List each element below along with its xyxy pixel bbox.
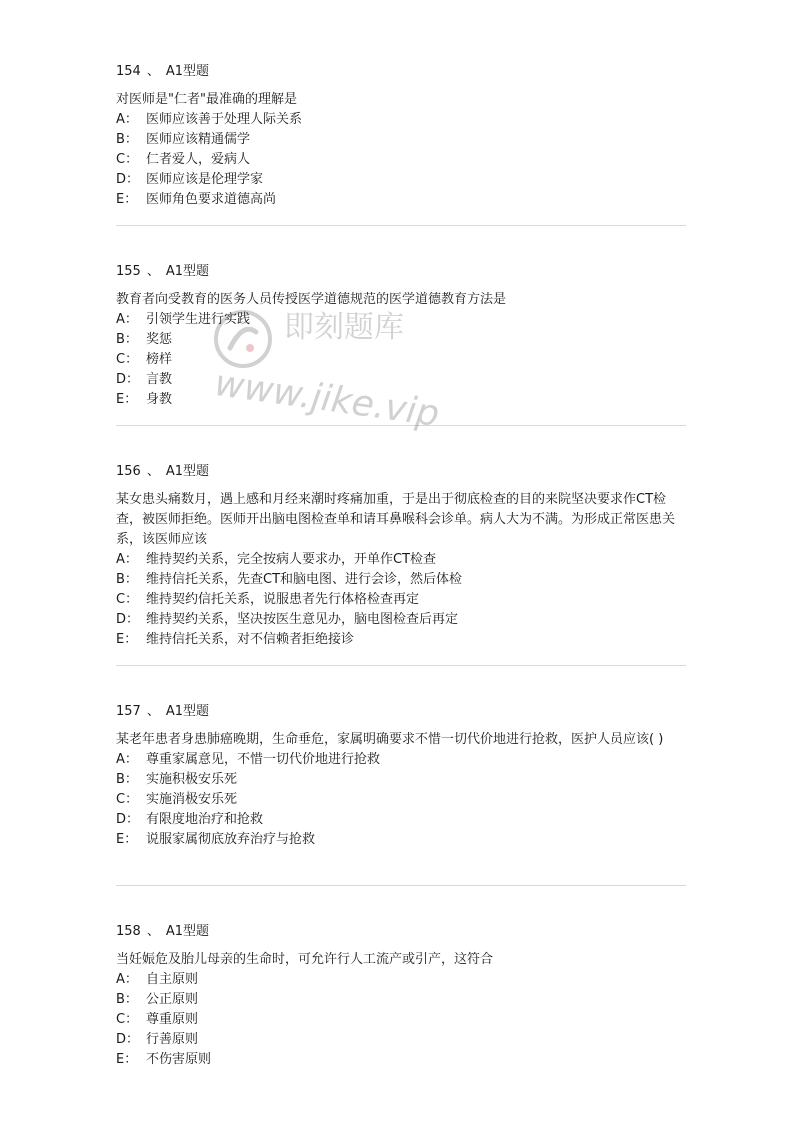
question-separator: 、 (146, 924, 160, 939)
option-e (116, 190, 686, 210)
option-text: 有限度地治疗和抢救 (146, 812, 264, 827)
option-letter: C： (116, 352, 139, 367)
option-text: 医师角色要求道德高尚 (146, 192, 277, 207)
option-letter: A： (116, 112, 138, 127)
option-text: 引领学生进行实践 (146, 312, 251, 327)
option-d (116, 810, 686, 830)
option-letter: C： (116, 1012, 139, 1027)
question-divider (116, 665, 686, 666)
option-a (116, 310, 686, 330)
question-stem: 当妊娠危及胎儿母亲的生命时，可允许行人工流产或引产，这符合 (116, 952, 494, 967)
option-letter: C： (116, 592, 139, 607)
option-letter: E： (116, 1052, 138, 1067)
question-separator: 、 (146, 264, 160, 279)
question-number: 155 (116, 264, 141, 279)
option-c (116, 790, 686, 810)
question-type: A1型题 (165, 704, 210, 719)
option-b (116, 770, 686, 790)
option-letter: D： (116, 172, 140, 187)
option-c (116, 350, 686, 370)
option-text: 仁者爱人，爱病人 (146, 152, 251, 167)
option-d (116, 1030, 686, 1050)
option-text: 维持契约关系，坚决按医生意见办，脑电图检查后再定 (146, 612, 459, 627)
option-letter: D： (116, 612, 140, 627)
option-letter: B： (116, 772, 138, 787)
question-block (116, 462, 686, 650)
question-block (116, 262, 686, 410)
option-letter: B： (116, 572, 138, 587)
option-e (116, 830, 686, 850)
question-header (116, 262, 686, 282)
option-letter: A： (116, 552, 138, 567)
option-text: 医师应该精通儒学 (146, 132, 251, 147)
option-letter: D： (116, 1032, 140, 1047)
option-letter: A： (116, 752, 138, 767)
question-type: A1型题 (165, 924, 210, 939)
option-letter: E： (116, 192, 138, 207)
option-text: 维持契约信托关系，说服患者先行体格检查再定 (146, 592, 420, 607)
question-header (116, 702, 686, 722)
question-stem: 某女患头痛数月，遇上感和月经来潮时疼痛加重，于是出于彻底检查的目的来院坚决要求作CT检查，被医师拒绝。医师开出脑电图检查单和请耳鼻喉科会诊单。病人大为不满。为形成正常医患关系，该医师应该 (116, 492, 676, 547)
option-b (116, 130, 686, 150)
option-a (116, 750, 686, 770)
question-type: A1型题 (165, 264, 210, 279)
question-divider (116, 225, 686, 226)
question-header (116, 922, 686, 942)
option-text: 维持信托关系，先查CT和脑电图、进行会诊，然后体检 (146, 572, 463, 587)
question-separator: 、 (146, 64, 160, 79)
option-c (116, 150, 686, 170)
question-block (116, 62, 686, 210)
question-divider (116, 885, 686, 886)
option-text: 尊重原则 (146, 1012, 199, 1027)
watermark-url: www.jike.vip (212, 362, 442, 436)
question-number: 156 (116, 464, 141, 479)
option-text: 维持契约关系，完全按病人要求办，开单作CT检查 (146, 552, 437, 567)
option-text: 公正原则 (146, 992, 199, 1007)
option-text: 医师应该善于处理人际关系 (146, 112, 303, 127)
question-separator: 、 (146, 464, 160, 479)
option-d (116, 370, 686, 390)
question-header (116, 462, 686, 482)
option-text: 奖惩 (146, 332, 173, 347)
option-text: 维持信托关系，对不信赖者拒绝接诊 (146, 632, 355, 647)
question-header (116, 62, 686, 82)
option-letter: B： (116, 132, 138, 147)
option-a (116, 550, 686, 570)
option-text: 自主原则 (146, 972, 199, 987)
option-d (116, 610, 686, 630)
option-text: 实施消极安乐死 (146, 792, 238, 807)
question-separator: 、 (146, 704, 160, 719)
question-divider (116, 425, 686, 426)
option-e (116, 1050, 686, 1070)
option-b (116, 990, 686, 1010)
option-text: 榜样 (146, 352, 173, 367)
question-number: 158 (116, 924, 141, 939)
option-text: 言教 (146, 372, 173, 387)
question-block (116, 922, 686, 1070)
option-text: 不伤害原则 (146, 1052, 212, 1067)
option-e (116, 390, 686, 410)
option-letter: D： (116, 372, 140, 387)
option-a (116, 110, 686, 130)
question-stem: 教育者向受教育的医务人员传授医学道德规范的医学道德教育方法是 (116, 292, 507, 307)
question-stem: 对医师是"仁者"最准确的理解是 (116, 92, 297, 107)
option-letter: B： (116, 332, 138, 347)
option-text: 行善原则 (146, 1032, 199, 1047)
question-number: 154 (116, 64, 141, 79)
question-stem: 某老年患者身患肺癌晚期，生命垂危，家属明确要求不惜一切代价地进行抢救，医护人员应该( ) (116, 732, 664, 747)
option-letter: A： (116, 972, 138, 987)
option-letter: D： (116, 812, 140, 827)
option-text: 说服家属彻底放弃治疗与抢救 (146, 832, 316, 847)
option-letter: A： (116, 312, 138, 327)
option-text: 医师应该是伦理学家 (146, 172, 264, 187)
option-a (116, 970, 686, 990)
option-c (116, 590, 686, 610)
question-type: A1型题 (165, 64, 210, 79)
question-number: 157 (116, 704, 141, 719)
option-text: 尊重家属意见，不惜一切代价地进行抢救 (146, 752, 381, 767)
option-text: 身教 (146, 392, 173, 407)
watermark-name: 即刻题库 (284, 310, 404, 345)
question-type: A1型题 (165, 464, 210, 479)
option-letter: C： (116, 792, 139, 807)
option-letter: C： (116, 152, 139, 167)
option-text: 实施积极安乐死 (146, 772, 238, 787)
option-b (116, 570, 686, 590)
option-c (116, 1010, 686, 1030)
option-letter: E： (116, 392, 138, 407)
option-e (116, 630, 686, 650)
option-letter: E： (116, 832, 138, 847)
question-block (116, 702, 686, 850)
option-d (116, 170, 686, 190)
option-letter: B： (116, 992, 138, 1007)
option-letter: E： (116, 632, 138, 647)
option-b (116, 330, 686, 350)
